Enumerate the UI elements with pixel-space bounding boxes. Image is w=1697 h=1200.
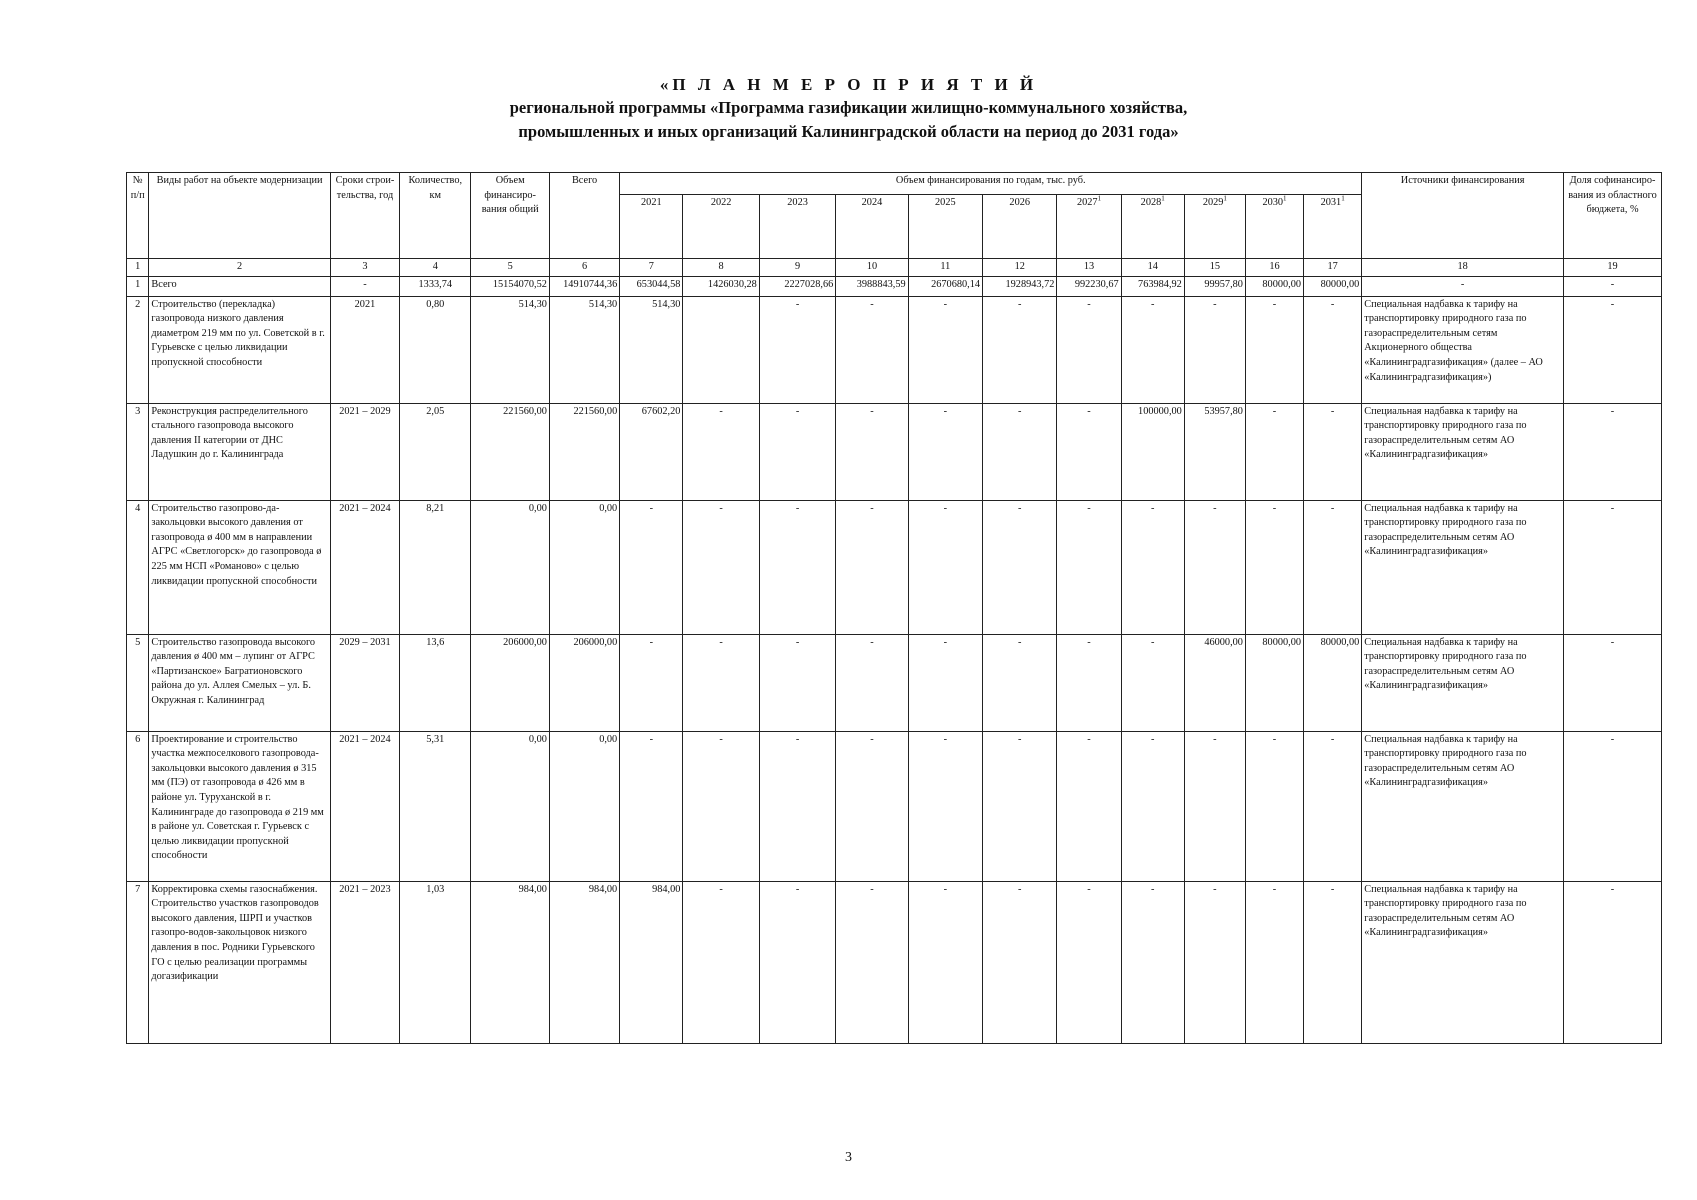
total-amount: 984,00 <box>549 881 619 1043</box>
column-number: 7 <box>620 259 683 277</box>
header-year-2030 <box>1245 195 1303 259</box>
header-year-2023 <box>759 195 835 259</box>
financing-source: Специальная надбавка к тарифу на транспортировку природного газа по газораспределительным сетям АО «Калининградгазификация» <box>1362 731 1564 881</box>
total-amount: 221560,00 <box>549 403 619 500</box>
cofinancing-share: - <box>1564 403 1662 500</box>
year-amount-2030: - <box>1245 403 1303 500</box>
row-number: 5 <box>127 634 149 731</box>
year-amount-2022: 1426030,28 <box>683 276 759 296</box>
year-amount-2025: 2670680,14 <box>908 276 982 296</box>
document-title <box>0 74 1697 144</box>
total-financing: 0,00 <box>471 500 549 634</box>
header-year-label: 2024 <box>861 197 883 208</box>
cofinancing-share: - <box>1564 296 1662 403</box>
column-number: 10 <box>836 259 908 277</box>
year-amount-2022: - <box>683 403 759 500</box>
year-amount-2025: - <box>908 500 982 634</box>
header-year-2022 <box>683 195 759 259</box>
length-km: 0,80 <box>400 296 471 403</box>
column-number: 11 <box>908 259 982 277</box>
header-year-label: 2030 <box>1262 197 1284 208</box>
year-amount-2022: - <box>683 500 759 634</box>
row-number: 2 <box>127 296 149 403</box>
header-volume: Объем финансиро-вания общий <box>471 173 549 259</box>
construction-term: 2021 – 2024 <box>330 731 399 881</box>
year-amount-2031: 80000,00 <box>1304 276 1362 296</box>
year-amount-2023: - <box>759 296 835 403</box>
year-amount-2024: 3988843,59 <box>836 276 908 296</box>
header-year-label: 2031 <box>1320 197 1342 208</box>
construction-term: 2021 – 2024 <box>330 500 399 634</box>
column-number: 13 <box>1057 259 1121 277</box>
financing-source: Специальная надбавка к тарифу на транспортировку природного газа по газораспределительным сетям АО «Калининградгазификация» <box>1362 634 1564 731</box>
construction-term: 2021 – 2029 <box>330 403 399 500</box>
year-amount-2023: - <box>759 731 835 881</box>
year-amount-2027: 992230,67 <box>1057 276 1121 296</box>
year-amount-2029: 99957,80 <box>1184 276 1245 296</box>
header-year-label: 2029 <box>1202 197 1224 208</box>
year-amount-2031: - <box>1304 731 1362 881</box>
year-amount-2026: - <box>983 731 1057 881</box>
year-amount-2030: - <box>1245 500 1303 634</box>
year-amount-2023: - <box>759 500 835 634</box>
year-amount-2031: - <box>1304 403 1362 500</box>
total-financing: 514,30 <box>471 296 549 403</box>
length-km: 8,21 <box>400 500 471 634</box>
year-amount-2023: - <box>759 881 835 1043</box>
year-amount-2024: - <box>836 500 908 634</box>
table-row <box>127 731 1662 881</box>
total-amount: 206000,00 <box>549 634 619 731</box>
title-line-3: промышленных и иных организаций Калининградской области на период до 2031 года» <box>518 122 1179 141</box>
column-number: 3 <box>330 259 399 277</box>
cofinancing-share: - <box>1564 634 1662 731</box>
year-amount-2030: 80000,00 <box>1245 276 1303 296</box>
total-amount: 0,00 <box>549 731 619 881</box>
year-amount-2024: - <box>836 296 908 403</box>
year-amount-2030: - <box>1245 296 1303 403</box>
header-year-label: 2026 <box>1009 197 1031 208</box>
header-total: Всего <box>549 173 619 259</box>
work-description: Строительство (перекладка) газопровода низкого давления диаметром 219 мм по ул. Советской в г. Гурьевске с целью ликвидации пропускной способности <box>149 296 330 403</box>
work-description: Реконструкция распределительного стального газопровода высокого давления II категории от ДНС Ладушкин до г. Калининграда <box>149 403 330 500</box>
year-amount-2026: - <box>983 403 1057 500</box>
year-amount-2028: - <box>1121 500 1184 634</box>
header-works: Виды работ на объекте модернизации <box>149 173 330 259</box>
year-amount-2022 <box>683 296 759 403</box>
total-amount: 0,00 <box>549 500 619 634</box>
footnote-mark: 1 <box>1161 194 1165 203</box>
year-amount-2021: - <box>620 731 683 881</box>
header-by-years: Объем финансирования по годам, тыс. руб. <box>620 173 1362 195</box>
year-amount-2025: - <box>908 634 982 731</box>
header-qty: Количество, км <box>400 173 471 259</box>
header-year-label: 2028 <box>1140 197 1162 208</box>
header-year-label: 2022 <box>710 197 732 208</box>
year-amount-2031: 80000,00 <box>1304 634 1362 731</box>
year-amount-2022: - <box>683 634 759 731</box>
year-amount-2027: - <box>1057 634 1121 731</box>
row-number: 1 <box>127 276 149 296</box>
year-amount-2024: - <box>836 881 908 1043</box>
column-number: 8 <box>683 259 759 277</box>
year-amount-2029: - <box>1184 881 1245 1043</box>
header-share: Доля софинансиро-вания из областного бюджета, % <box>1564 173 1662 259</box>
column-number: 14 <box>1121 259 1184 277</box>
header-year-label: 2021 <box>641 197 662 208</box>
total-financing: 0,00 <box>471 731 549 881</box>
row-number: 7 <box>127 881 149 1043</box>
year-amount-2027: - <box>1057 500 1121 634</box>
year-amount-2026: - <box>983 500 1057 634</box>
total-financing: 221560,00 <box>471 403 549 500</box>
title-line-2: региональной программы «Программа газификации жилищно-коммунального хозяйства, <box>509 98 1188 117</box>
row-number: 3 <box>127 403 149 500</box>
financing-source: Специальная надбавка к тарифу на транспортировку природного газа по газораспределительным сетям АО «Калининградгазификация» <box>1362 881 1564 1043</box>
table-row <box>127 881 1662 1043</box>
year-amount-2021: - <box>620 500 683 634</box>
header-year-label: 2027 <box>1076 197 1098 208</box>
year-amount-2028: - <box>1121 296 1184 403</box>
total-financing: 206000,00 <box>471 634 549 731</box>
year-amount-2025: - <box>908 296 982 403</box>
year-amount-2021: - <box>620 634 683 731</box>
construction-term: 2021 – 2023 <box>330 881 399 1043</box>
header-terms: Сроки строи-тельства, год <box>330 173 399 259</box>
column-number: 16 <box>1245 259 1303 277</box>
year-amount-2023: 2227028,66 <box>759 276 835 296</box>
year-amount-2025: - <box>908 881 982 1043</box>
row-number: 6 <box>127 731 149 881</box>
header-year-2026 <box>983 195 1057 259</box>
column-number: 18 <box>1362 259 1564 277</box>
page-number: 3 <box>845 1150 852 1165</box>
construction-term: 2029 – 2031 <box>330 634 399 731</box>
column-number: 12 <box>983 259 1057 277</box>
length-km: 1333,74 <box>400 276 471 296</box>
work-description: Строительство газопрово-да-закольцовки высокого давления от газопровода ø 400 мм в направлении АГРС «Светлогорск» до газопровода ø 225 мм НСП «Романово» с целью ликвидации пропускной способности <box>149 500 330 634</box>
year-amount-2031: - <box>1304 296 1362 403</box>
cofinancing-share: - <box>1564 731 1662 881</box>
year-amount-2029: 53957,80 <box>1184 403 1245 500</box>
year-amount-2024: - <box>836 731 908 881</box>
header-year-2029 <box>1184 195 1245 259</box>
year-amount-2030: - <box>1245 881 1303 1043</box>
footnote-mark: 1 <box>1223 194 1227 203</box>
year-amount-2023: - <box>759 403 835 500</box>
year-amount-2028: - <box>1121 634 1184 731</box>
footnote-mark: 1 <box>1097 194 1102 203</box>
year-amount-2024: - <box>836 403 908 500</box>
cofinancing-share: - <box>1564 500 1662 634</box>
header-year-2021 <box>620 195 683 259</box>
row-number: 4 <box>127 500 149 634</box>
total-amount: 14910744,36 <box>549 276 619 296</box>
length-km: 1,03 <box>400 881 471 1043</box>
header-num: № п/п <box>127 173 149 259</box>
construction-term: 2021 <box>330 296 399 403</box>
plan-table <box>126 172 1662 1044</box>
financing-source: Специальная надбавка к тарифу на транспортировку природного газа по газораспределительным сетям АО «Калининградгазификация» <box>1362 500 1564 634</box>
cofinancing-share: - <box>1564 881 1662 1043</box>
year-amount-2025: - <box>908 403 982 500</box>
footnote-mark: 1 <box>1283 194 1287 203</box>
column-number: 17 <box>1304 259 1362 277</box>
length-km: 5,31 <box>400 731 471 881</box>
year-amount-2021: 984,00 <box>620 881 683 1043</box>
financing-source: Специальная надбавка к тарифу на транспортировку природного газа по газораспределительным сетям АО «Калининградгазификация» <box>1362 403 1564 500</box>
year-amount-2028: - <box>1121 881 1184 1043</box>
cofinancing-share: - <box>1564 276 1662 296</box>
financing-source: - <box>1362 276 1564 296</box>
year-amount-2021: 67602,20 <box>620 403 683 500</box>
column-number: 4 <box>400 259 471 277</box>
year-amount-2026: - <box>983 296 1057 403</box>
work-description: Проектирование и строительство участка межпоселкового газопровода-закольцовки высокого давления ø 315 мм (ПЭ) от газопровода ø 426 мм в районе ул. Туруханской в г. Калининграде до газопровода ø 219 мм в районе ул. Советская г. Гурьевск с целью ликвидации пропускной способности <box>149 731 330 881</box>
year-amount-2026: 1928943,72 <box>983 276 1057 296</box>
financing-source: Специальная надбавка к тарифу на транспортировку природного газа по газораспределительным сетям Акционерного общества «Калининградгазификация» (далее – АО «Калининградгазификация») <box>1362 296 1564 403</box>
construction-term: - <box>330 276 399 296</box>
year-amount-2027: - <box>1057 296 1121 403</box>
year-amount-2028: - <box>1121 731 1184 881</box>
year-amount-2022: - <box>683 731 759 881</box>
table-row <box>127 403 1662 500</box>
title-line-1: «П Л А Н М Е Р О П Р И Я Т И Й <box>659 75 1038 94</box>
year-amount-2029: 46000,00 <box>1184 634 1245 731</box>
year-amount-2029: - <box>1184 296 1245 403</box>
column-number: 6 <box>549 259 619 277</box>
column-number: 19 <box>1564 259 1662 277</box>
year-amount-2031: - <box>1304 500 1362 634</box>
header-year-2025 <box>908 195 982 259</box>
year-amount-2026: - <box>983 634 1057 731</box>
total-amount: 514,30 <box>549 296 619 403</box>
header-year-2027 <box>1057 195 1121 259</box>
year-amount-2021: 653044,58 <box>620 276 683 296</box>
table-row <box>127 296 1662 403</box>
year-amount-2028: 763984,92 <box>1121 276 1184 296</box>
column-number: 1 <box>127 259 149 277</box>
year-amount-2030: - <box>1245 731 1303 881</box>
table-row <box>127 634 1662 731</box>
year-amount-2021: 514,30 <box>620 296 683 403</box>
column-number: 5 <box>471 259 549 277</box>
year-amount-2030: 80000,00 <box>1245 634 1303 731</box>
header-year-2028 <box>1121 195 1184 259</box>
footnote-mark: 1 <box>1341 194 1345 203</box>
year-amount-2024: - <box>836 634 908 731</box>
year-amount-2031: - <box>1304 881 1362 1043</box>
year-amount-2029: - <box>1184 731 1245 881</box>
year-amount-2027: - <box>1057 403 1121 500</box>
year-amount-2022: - <box>683 881 759 1043</box>
year-amount-2027: - <box>1057 881 1121 1043</box>
work-description: Всего <box>149 276 330 296</box>
work-description: Корректировка схемы газоснабжения. Строительство участков газопроводов высокого давления, ШРП и участков газопро-водов-закольцовок низкого давления в пос. Родники Гурьевского ГО с целью реализации программы догазификации <box>149 881 330 1043</box>
year-amount-2028: 100000,00 <box>1121 403 1184 500</box>
length-km: 13,6 <box>400 634 471 731</box>
length-km: 2,05 <box>400 403 471 500</box>
column-number: 9 <box>759 259 835 277</box>
header-sources: Источники финансирования <box>1362 173 1564 259</box>
year-amount-2026: - <box>983 881 1057 1043</box>
total-financing: 984,00 <box>471 881 549 1043</box>
header-year-label: 2025 <box>935 197 956 208</box>
work-description: Строительство газопровода высокого давления ø 400 мм – лупинг от АГРС «Партизанское» Багратионовского района до ул. Аллея Смелых – ул. Б. Окружная г. Калининград <box>149 634 330 731</box>
year-amount-2025: - <box>908 731 982 881</box>
table-row <box>127 500 1662 634</box>
header-year-2024 <box>836 195 908 259</box>
header-year-2031 <box>1304 195 1362 259</box>
column-number: 15 <box>1184 259 1245 277</box>
year-amount-2027: - <box>1057 731 1121 881</box>
year-amount-2029: - <box>1184 500 1245 634</box>
year-amount-2023: - <box>759 634 835 731</box>
total-financing: 15154070,52 <box>471 276 549 296</box>
table-row-total <box>127 276 1662 296</box>
header-year-label: 2023 <box>787 197 808 208</box>
column-number: 2 <box>149 259 330 277</box>
